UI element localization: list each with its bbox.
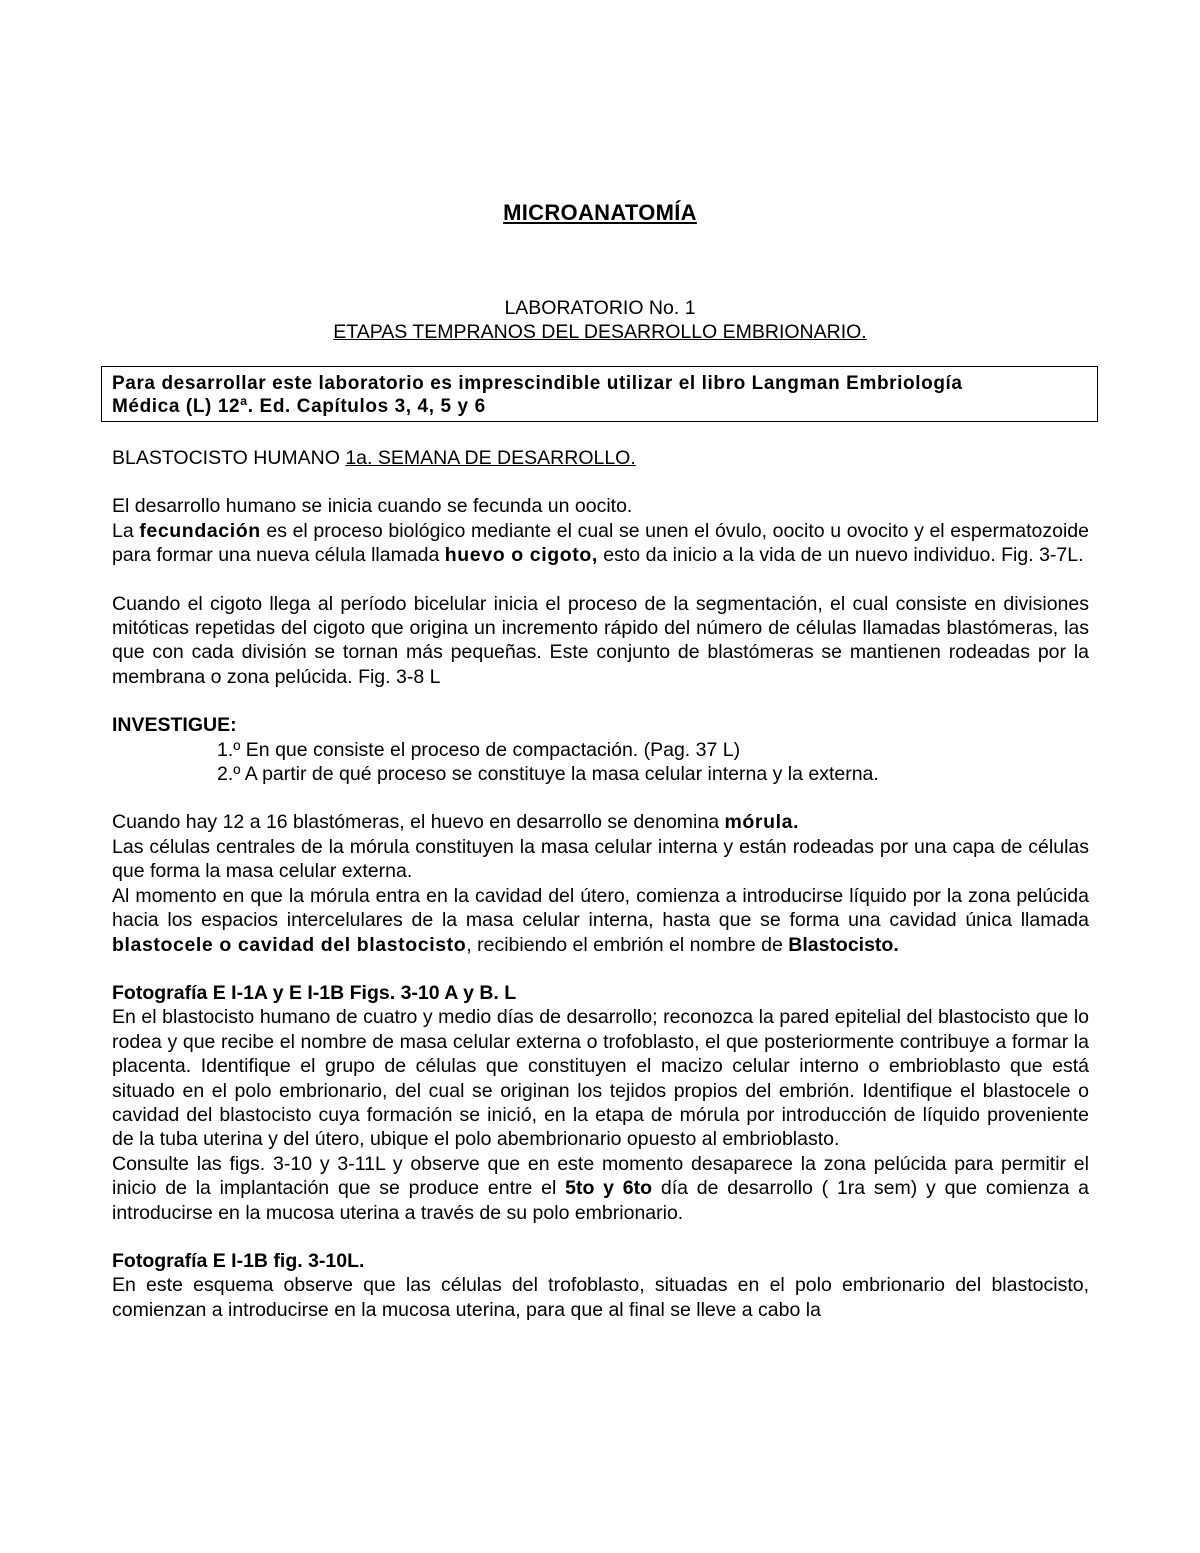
text-run: esto da inicio a la vida de un nuevo individuo. Fig. 3-7L.	[597, 544, 1084, 567]
bold-term: blastocele o cavidad del blastocisto	[112, 933, 467, 956]
paragraph-celulas-centrales: Las células centrales de la mórula constituyen la masa celular interna y están rodeadas por una capa de células que forma la masa celular externa.	[112, 835, 1089, 883]
section-heading-week: 1a. SEMANA DE DESARROLLO.	[345, 447, 636, 469]
section-heading	[112, 446, 1089, 470]
paragraph-morula	[112, 810, 1089, 834]
foto1-paragraph-2	[112, 1152, 1089, 1225]
bold-term: huevo o cigoto,	[444, 544, 598, 567]
notice-line-2: Médica (L) 12ª. Ed. Capítulos 3, 4, 5 y 6	[112, 396, 486, 417]
text-run: Al momento en que la mórula entra en la cavidad del útero, comienza a introducirse líquido por la zona pelúcida hacia los espacios intercelulares de la masa celular interna, hasta que se forma una cavidad única llamada	[112, 884, 1089, 932]
lab-header	[0, 296, 1200, 344]
paragraph-blastocele	[112, 884, 1089, 957]
text-run: Consulte las figs. 3-10 y 3-11L y observe que en este momento desaparece la zona pelúcida para permitir el inicio de la implantación que se produce entre el	[112, 1152, 1089, 1200]
section-heading-main: BLASTOCISTO HUMANO	[112, 447, 346, 469]
question-2: 2.º A partir de qué proceso se constituye la masa celular interna y la externa.	[217, 763, 879, 786]
document-title: MICROANATOMÍA	[503, 200, 697, 225]
question-1: 1.º En que consiste el proceso de compactación. (Pag. 37 L)	[217, 738, 741, 761]
text-run: día de desarrollo ( 1ra sem) y que comienza a introducirse en la mucosa uterina a través de su polo embrionario.	[112, 1177, 1089, 1224]
foto1-paragraph-1: En el blastocisto humano de cuatro y medio días de desarrollo; reconozca la pared epitelial del blastocisto que lo rodea y que recibe el nombre de masa celular externa o trofoblasto, el que posteriormente contribuye a formar la placenta. Identifique el grupo de células que constituyen el macizo celular interno o embrioblasto que está situado en el polo embrionario, del cual se originan los tejidos propios del embrión. Identifique el blastocele o cavidad del blastocisto cuya formación se inició, en la etapa de mórula por introducción de líquido proveniente de la tuba uterina y del útero, ubique el polo abembrionario opuesto al embrioblasto.	[112, 1006, 1089, 1151]
bold-term: mórula.	[724, 811, 800, 834]
lab-number: LABORATORIO No. 1	[504, 297, 696, 319]
investigue-heading: INVESTIGUE:	[112, 714, 237, 737]
foto2-paragraph-1: En este esquema observe que las células del trofoblasto, situadas en el polo embrionario del blastocisto, comienzan a introducirse en la mucosa uterina, para que al final se lleve a cabo la	[112, 1274, 1089, 1321]
notice-line-1: Para desarrollar este laboratorio es imprescindible utilizar el libro Langman Embriología	[112, 373, 963, 394]
lab-subtitle: ETAPAS TEMPRANOS DEL DESARROLLO EMBRIONARIO.	[333, 321, 867, 343]
foto1-heading: Fotografía E I-1A y E I-1B Figs. 3-10 A y B. L	[112, 981, 517, 1004]
paragraph-intro: El desarrollo humano se inicia cuando se fecunda un oocito.	[112, 495, 633, 518]
text-run: , recibiendo el embrión el nombre de	[466, 933, 789, 956]
foto2-heading: Fotografía E I-1B fig. 3-10L.	[112, 1249, 365, 1272]
text-run: Cuando hay 12 a 16 blastómeras, el huevo en desarrollo se denomina	[112, 811, 725, 834]
paragraph-segmentacion: Cuando el cigoto llega al período bicelular inicia el proceso de la segmentación, el cual consiste en divisiones mitóticas repetidas del cigoto que origina un incremento rápido del número de células llamadas blastómeras, las que con cada división se tornan más pequeñas. Este conjunto de blastómeras se mantienen rodeadas por la membrana o zona pelúcida. Fig. 3-8 L	[112, 592, 1089, 688]
paragraph-fecundacion	[112, 519, 1089, 568]
textbook-notice-box	[101, 366, 1098, 422]
bold-term: fecundación	[139, 519, 261, 542]
text-run: La	[112, 519, 140, 542]
bold-term: Blastocisto.	[788, 933, 899, 956]
text-run: es el proceso biológico mediante el cual se unen el óvulo, oocito u ovocito y el espermatozoide para formar una nueva célula llamada	[112, 519, 1089, 567]
document-body	[112, 446, 1089, 1322]
bold-term: 5to y 6to	[565, 1177, 653, 1200]
